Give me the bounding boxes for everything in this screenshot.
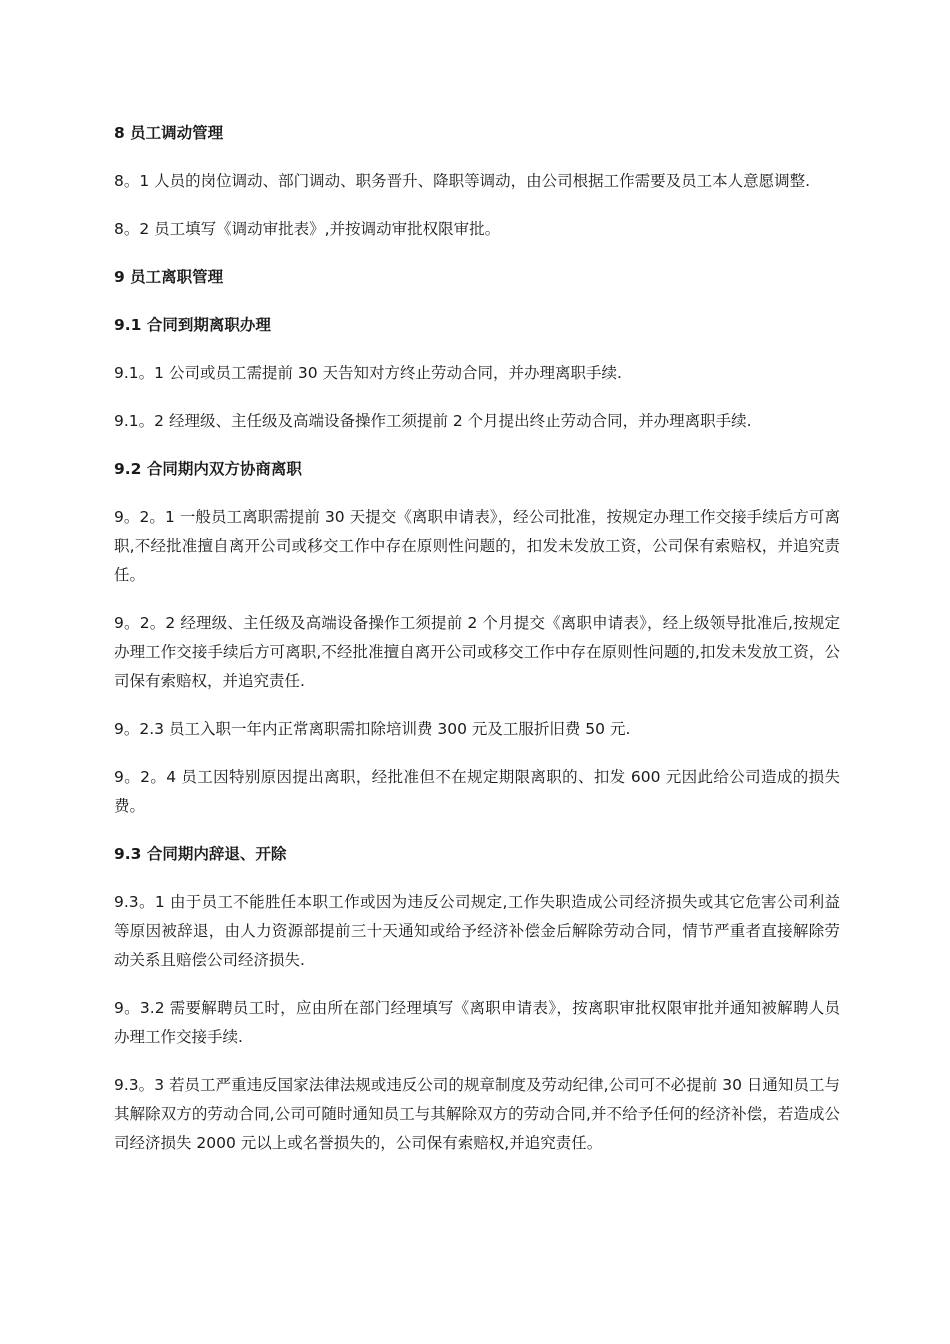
document-body <box>114 119 840 1177</box>
clause-9-1-2: 9.1。2 经理级、主任级及高端设备操作工须提前 2 个月提出终止劳动合同，并办理离职手续. <box>114 412 752 430</box>
clause-9-3-2: 9。3.2 需要解聘员工时，应由所在部门经理填写《离职申请表》，按离职审批权限审批并通知被解聘人员办理工作交接手续. <box>114 999 840 1046</box>
section-9-3-heading: 9.3 合同期内辞退、开除 <box>114 845 287 863</box>
section-9-1-heading: 9.1 合同到期离职办理 <box>114 316 271 334</box>
clause-9-2-1: 9。2。1 一般员工离职需提前 30 天提交《离职申请表》，经公司批准，按规定办理工作交接手续后方可离职,不经批准擅自离开公司或移交工作中存在原则性问题的，扣发未发放工资，公司保有索赔权，并追究责任。 <box>114 508 840 584</box>
clause-9-3-3: 9.3。3 若员工严重违反国家法律法规或违反公司的规章制度及劳动纪律,公司可不必提前 30 日通知员工与其解除双方的劳动合同,公司可随时通知员工与其解除双方的劳动合同,并不给予任何的经济补偿，若造成公司经济损失 2000 元以上或名誉损失的，公司保有索赔权,并追究责任。 <box>114 1076 840 1152</box>
section-9-heading: 9 员工离职管理 <box>114 268 224 286</box>
clause-9-3-1: 9.3。1 由于员工不能胜任本职工作或因为违反公司规定,工作失职造成公司经济损失或其它危害公司利益等原因被辞退，由人力资源部提前三十天通知或给予经济补偿金后解除劳动合同，情节严重者直接解除劳动关系且赔偿公司经济损失. <box>114 893 840 969</box>
clause-9-2-4: 9。2。4 员工因特别原因提出离职，经批准但不在规定期限离职的、扣发 600 元因此给公司造成的损失费。 <box>114 768 840 815</box>
clause-9-2-3: 9。2.3 员工入职一年内正常离职需扣除培训费 300 元及工服折旧费 50 元. <box>114 720 631 738</box>
clause-8-2: 8。2 员工填写《调动审批表》,并按调动审批权限审批。 <box>114 220 501 238</box>
section-8-heading: 8 员工调动管理 <box>114 124 224 142</box>
section-9-2-heading: 9.2 合同期内双方协商离职 <box>114 460 302 478</box>
clause-8-1: 8。1 人员的岗位调动、部门调动、职务晋升、降职等调动，由公司根据工作需要及员工本人意愿调整. <box>114 172 811 190</box>
clause-9-1-1: 9.1。1 公司或员工需提前 30 天告知对方终止劳动合同，并办理离职手续. <box>114 364 622 382</box>
clause-9-2-2: 9。2。2 经理级、主任级及高端设备操作工须提前 2 个月提交《离职申请表》，经上级领导批准后,按规定办理工作交接手续后方可离职,不经批准擅自离开公司或移交工作中存在原则性问题的,扣发未发放工资，公司保有索赔权，并追究责任. <box>114 614 840 690</box>
